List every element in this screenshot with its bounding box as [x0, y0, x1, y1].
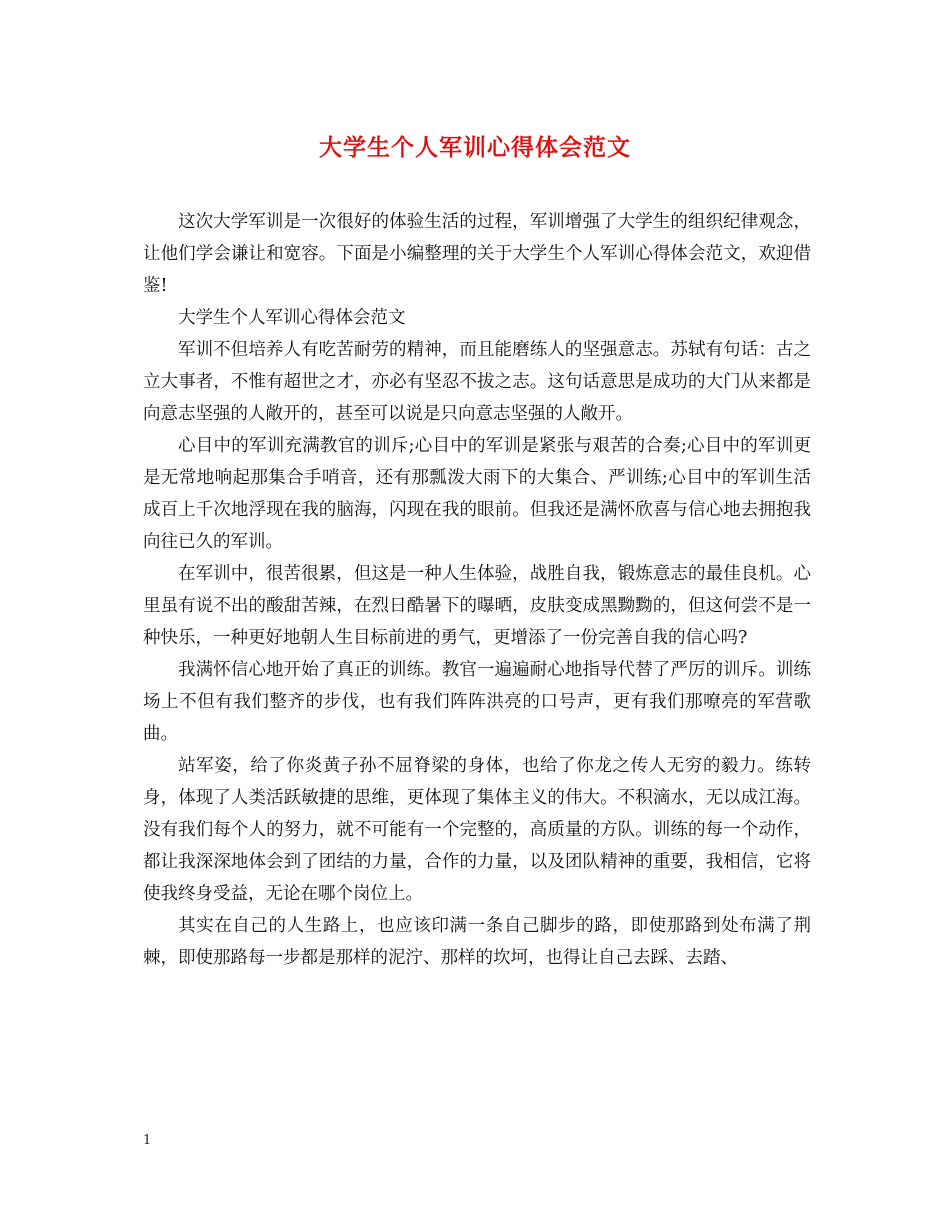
- paragraph-intro: 这次大学军训是一次很好的体验生活的过程，军训增强了大学生的组织纪律观念，让他们学会谦让和宽容。下面是小编整理的关于大学生个人军训心得体会范文，欢迎借鉴!: [143, 212, 811, 296]
- paragraph-subheading: 大学生个人军训心得体会范文: [178, 308, 406, 328]
- paragraph-expectations: 心目中的军训充满教官的训斥;心目中的军训是紧张与艰苦的合奏;心目中的军训更是无常地响起那集合手哨音，还有那瓢泼大雨下的大集合、严训练;心目中的军训生活成百上千次地浮现在我的脑海，闪现在我的眼前。但我还是满怀欣喜与信心地去拥抱我向往已久的军训。: [143, 436, 811, 552]
- document-body: [143, 206, 811, 974]
- paragraph-perseverance: 军训不但培养人有吃苦耐劳的精神，而且能磨练人的坚强意志。苏轼有句话：古之立大事者，不惟有超世之才，亦必有坚忍不拔之志。这句话意思是成功的大门从来都是向意志坚强的人敞开的，甚至可以说是只向意志坚强的人敞开。: [143, 340, 811, 424]
- paragraph-life-path: 其实在自己的人生路上，也应该印满一条自己脚步的路，即使那路到处布满了荆棘，即使那路每一步都是那样的泥泞、那样的坎坷，也得让自己去踩、去踏、: [143, 916, 811, 968]
- paragraph-hardship: 在军训中，很苦很累，但这是一种人生体验，战胜自我，锻炼意志的最佳良机。心里虽有说不出的酸甜苦辣，在烈日酷暑下的曝晒，皮肤变成黑黝黝的，但这何尝不是一种快乐，一种更好地朝人生目标前进的勇气，更增添了一份完善自我的信心吗?: [143, 564, 811, 648]
- paragraph-standing-posture: 站军姿，给了你炎黄子孙不屈脊梁的身体，也给了你龙之传人无穷的毅力。练转身，体现了人类活跃敏捷的思维，更体现了集体主义的伟大。不积滴水，无以成江海。没有我们每个人的努力，就不可能有一个完整的，高质量的方队。训练的每一个动作，都让我深深地体会到了团结的力量，合作的力量，以及团队精神的重要，我相信，它将使我终身受益，无论在哪个岗位上。: [143, 756, 811, 904]
- page-number: 1: [143, 1133, 152, 1148]
- paragraph-training-start: 我满怀信心地开始了真正的训练。教官一遍遍耐心地指导代替了严厉的训斥。训练场上不但有我们整齐的步伐，也有我们阵阵洪亮的口号声，更有我们那嘹亮的军营歌曲。: [143, 660, 811, 744]
- document-title: 大学生个人军训心得体会范文: [319, 134, 631, 161]
